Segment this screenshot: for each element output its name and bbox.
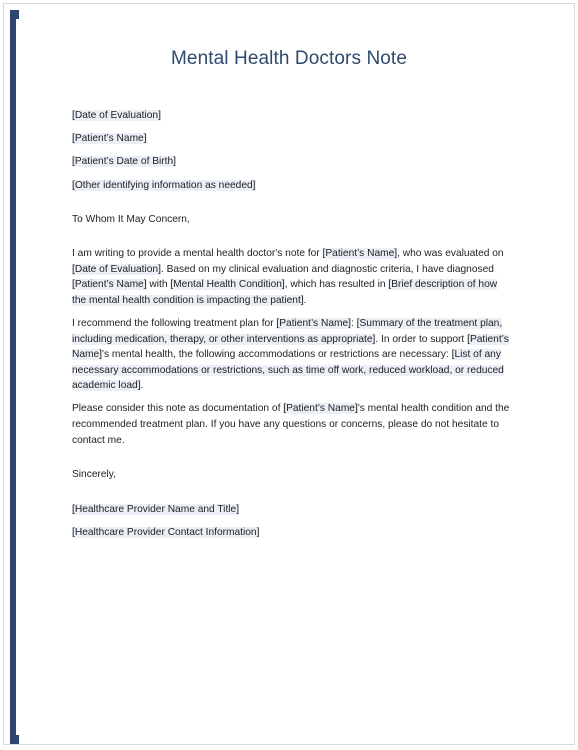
placeholder-patient-name[interactable]: [Patient’s Name] — [276, 317, 351, 329]
salutation: To Whom It May Concern, — [72, 213, 190, 225]
document-title: Mental Health Doctors Note — [171, 48, 407, 69]
paragraph-documentation: Please consider this note as documentation of [Patient’s Name]'s mental health condition and the recommended treatment plan. If you have any questions or concerns, please do not hesitate to contact me. — [72, 403, 510, 446]
paragraph-treatment: I recommend the following treatment plan for [Patient’s Name]: [Summary of the treatment plan, including medication, therapy, or other interventions as appropriate]. In order to support [Patient’s Name]'s mental health, the following accommodations or restrictions are necessary: [List of any necessary accommodations or restrictions, such as time off work, reduced workload, or reduced academic load]. — [72, 317, 509, 392]
header-field-date[interactable]: [Date of Evaluation] — [72, 110, 161, 121]
left-accent-bar — [10, 14, 16, 742]
placeholder-treatment-summary[interactable]: [Summary of the treatment plan, including medication, therapy, or other interventions as appropriate] — [72, 317, 503, 345]
corner-mark-bottom — [10, 735, 19, 744]
signature-provider-contact[interactable]: [Healthcare Provider Contact Information] — [72, 527, 260, 539]
header-field-patient-name[interactable]: [Patient’s Name] — [72, 133, 147, 145]
document-body — [72, 108, 512, 548]
placeholder-accommodations[interactable]: [List of any necessary accommodations or restrictions, such as time off work, reduced workload, or reduced academic load] — [72, 349, 504, 392]
header-field-dob[interactable]: [Patient’s Date of Birth] — [72, 156, 177, 168]
placeholder-condition[interactable]: [Mental Health Condition] — [170, 279, 285, 291]
placeholder-date-of-evaluation[interactable]: [Date of Evaluation] — [72, 263, 161, 275]
placeholder-patient-name[interactable]: [Patient’s Name] — [322, 247, 398, 259]
placeholder-patient-name[interactable]: [Patient’s Name] — [283, 403, 358, 415]
closing: Sincerely, — [72, 468, 116, 480]
placeholder-impact-description[interactable]: [Brief description of how the mental health condition is impacting the patient] — [72, 279, 498, 306]
header-field-other-info[interactable]: [Other identifying information as needed] — [72, 179, 256, 191]
paragraph-diagnosis: I am writing to provide a mental health doctor's note for [Patient’s Name], who was evaluated on [Date of Evaluation]. Based on my clinical evaluation and diagnostic criteria, I have diagnosed [Patient’s Name] with [Mental Health Condition], which has resulted in [Brief description of how the mental health condition is impacting the patient]. — [72, 247, 504, 306]
placeholder-patient-name[interactable]: [Patient’s Name] — [72, 333, 509, 361]
signature-provider-name[interactable]: [Healthcare Provider Name and Title] — [72, 504, 240, 516]
placeholder-patient-name[interactable]: [Patient’s Name] — [72, 279, 147, 291]
